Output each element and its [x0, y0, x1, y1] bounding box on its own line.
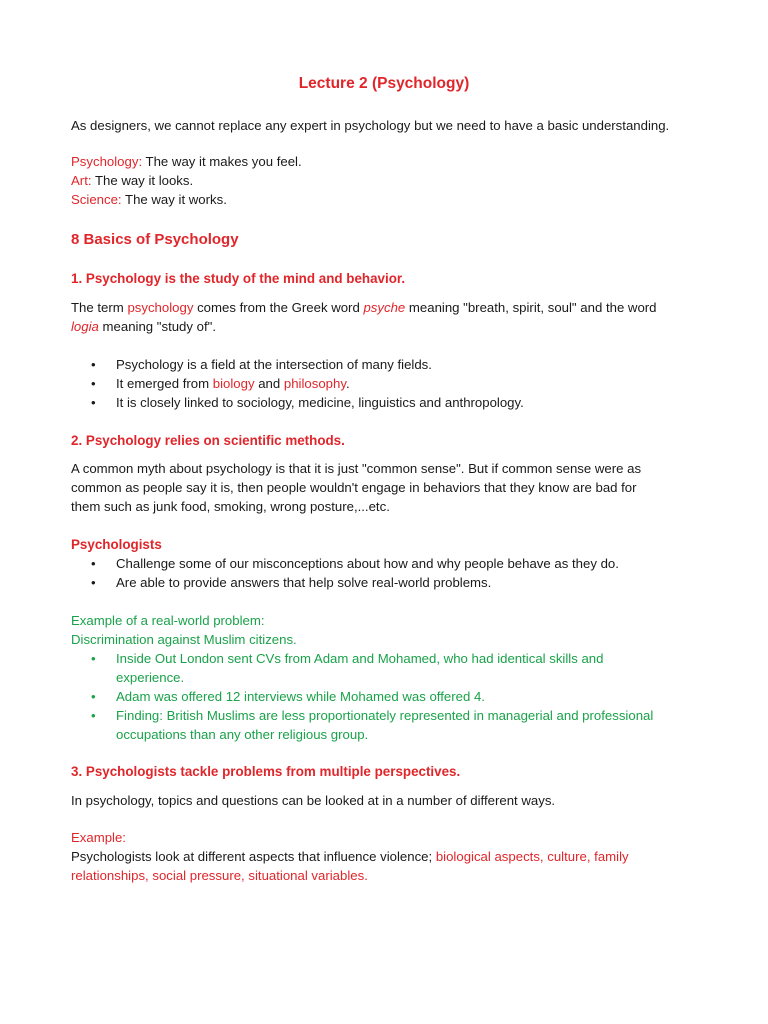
list-item	[71, 554, 708, 573]
section-1-paragraph	[71, 298, 708, 336]
section-3-paragraph: In psychology, topics and questions can be looked at in a number of different ways.	[71, 793, 556, 808]
section-3-example	[71, 828, 708, 885]
list-item-text: Challenge some of our misconceptions about how and why people behave as they do.	[116, 556, 619, 571]
definition-text: The way it makes you feel.	[142, 154, 302, 169]
bullet-icon: •	[91, 376, 96, 391]
text-run: .	[345, 376, 350, 391]
paragraph-line: them such as junk food, smoking, wrong posture,...etc.	[71, 499, 390, 514]
example-block	[71, 611, 708, 649]
paragraph-line: A common myth about psychology is that it is just "common sense". But if common sense were as	[71, 461, 642, 476]
list-item-text: It is closely linked to sociology, medicine, linguistics and anthropology.	[116, 395, 524, 410]
highlight-term: logia	[71, 319, 99, 334]
bullet-icon: •	[91, 575, 96, 590]
list-item-text: Are able to provide answers that help solve real-world problems.	[116, 575, 492, 590]
paragraph-line: common as people say it is, then people wouldn't engage in behaviors that they know are bad for	[71, 480, 637, 495]
definition-text: The way it looks.	[91, 173, 194, 188]
basics-heading: 8 Basics of Psychology	[71, 231, 239, 248]
psychologists-heading: Psychologists	[71, 537, 162, 552]
list-item	[71, 355, 708, 374]
section-1-heading: 1. Psychology is the study of the mind and behavior.	[71, 271, 406, 286]
bullet-icon: •	[91, 689, 96, 704]
list-item-text: Psychology is a field at the intersection of many fields.	[116, 357, 432, 372]
list-item-text: occupations than any other religious group.	[116, 727, 369, 742]
highlight-term: philosophy	[283, 376, 346, 391]
text-run: meaning "study of".	[98, 319, 216, 334]
example-label: Example:	[71, 830, 126, 845]
text-run: The term	[71, 300, 128, 315]
list-item	[71, 393, 708, 412]
definition-term: Science:	[71, 192, 122, 207]
highlight-term: biology	[212, 376, 255, 391]
list-item-text: Inside Out London sent CVs from Adam and Mohamed, who had identical skills and	[116, 651, 604, 666]
definition-psychology	[71, 152, 708, 171]
example-subtitle: Discrimination against Muslim citizens.	[71, 632, 297, 647]
section-2-paragraph	[71, 459, 708, 516]
text-run: comes from the Greek word	[193, 300, 364, 315]
example-bullets	[71, 649, 708, 744]
list-item-text: Finding: British Muslims are less proportionately represented in managerial and professional	[116, 708, 654, 723]
section-2-heading: 2. Psychology relies on scientific methods.	[71, 433, 345, 448]
intro-paragraph: As designers, we cannot replace any expert in psychology but we need to have a basic understanding.	[71, 118, 670, 133]
example-title: Example of a real-world problem:	[71, 613, 265, 628]
list-item-text: Adam was offered 12 interviews while Mohamed was offered 4.	[116, 689, 485, 704]
text-run: and	[254, 376, 284, 391]
highlight-term: psychology	[127, 300, 194, 315]
definition-term: Psychology:	[71, 154, 143, 169]
list-item	[71, 649, 708, 687]
definition-art	[71, 171, 708, 190]
bullet-icon: •	[91, 395, 96, 410]
definition-term: Art:	[71, 173, 92, 188]
highlight-term: biological aspects, culture, family	[435, 849, 629, 864]
text-run: It emerged from	[116, 376, 213, 391]
list-item	[71, 687, 708, 706]
psychologists-bullets	[71, 554, 708, 592]
bullet-icon: •	[91, 708, 96, 723]
definition-text: The way it works.	[121, 192, 227, 207]
bullet-icon: •	[91, 357, 96, 372]
highlight-term: psyche	[363, 300, 406, 315]
list-item	[71, 706, 708, 744]
section-1-bullets	[71, 355, 708, 412]
section-3-heading: 3. Psychologists tackle problems from multiple perspectives.	[71, 764, 461, 779]
page-title: Lecture 2 (Psychology)	[298, 75, 470, 92]
list-item	[71, 374, 708, 393]
definitions-list	[71, 152, 708, 209]
list-item	[71, 573, 708, 592]
highlight-term: relationships, social pressure, situational variables.	[71, 868, 368, 883]
text-run: meaning "breath, spirit, soul" and the word	[405, 300, 657, 315]
bullet-icon: •	[91, 651, 96, 666]
text-run: Psychologists look at different aspects that influence violence;	[71, 849, 436, 864]
list-item-text: experience.	[116, 670, 185, 685]
definition-science	[71, 190, 708, 209]
bullet-icon: •	[91, 556, 96, 571]
